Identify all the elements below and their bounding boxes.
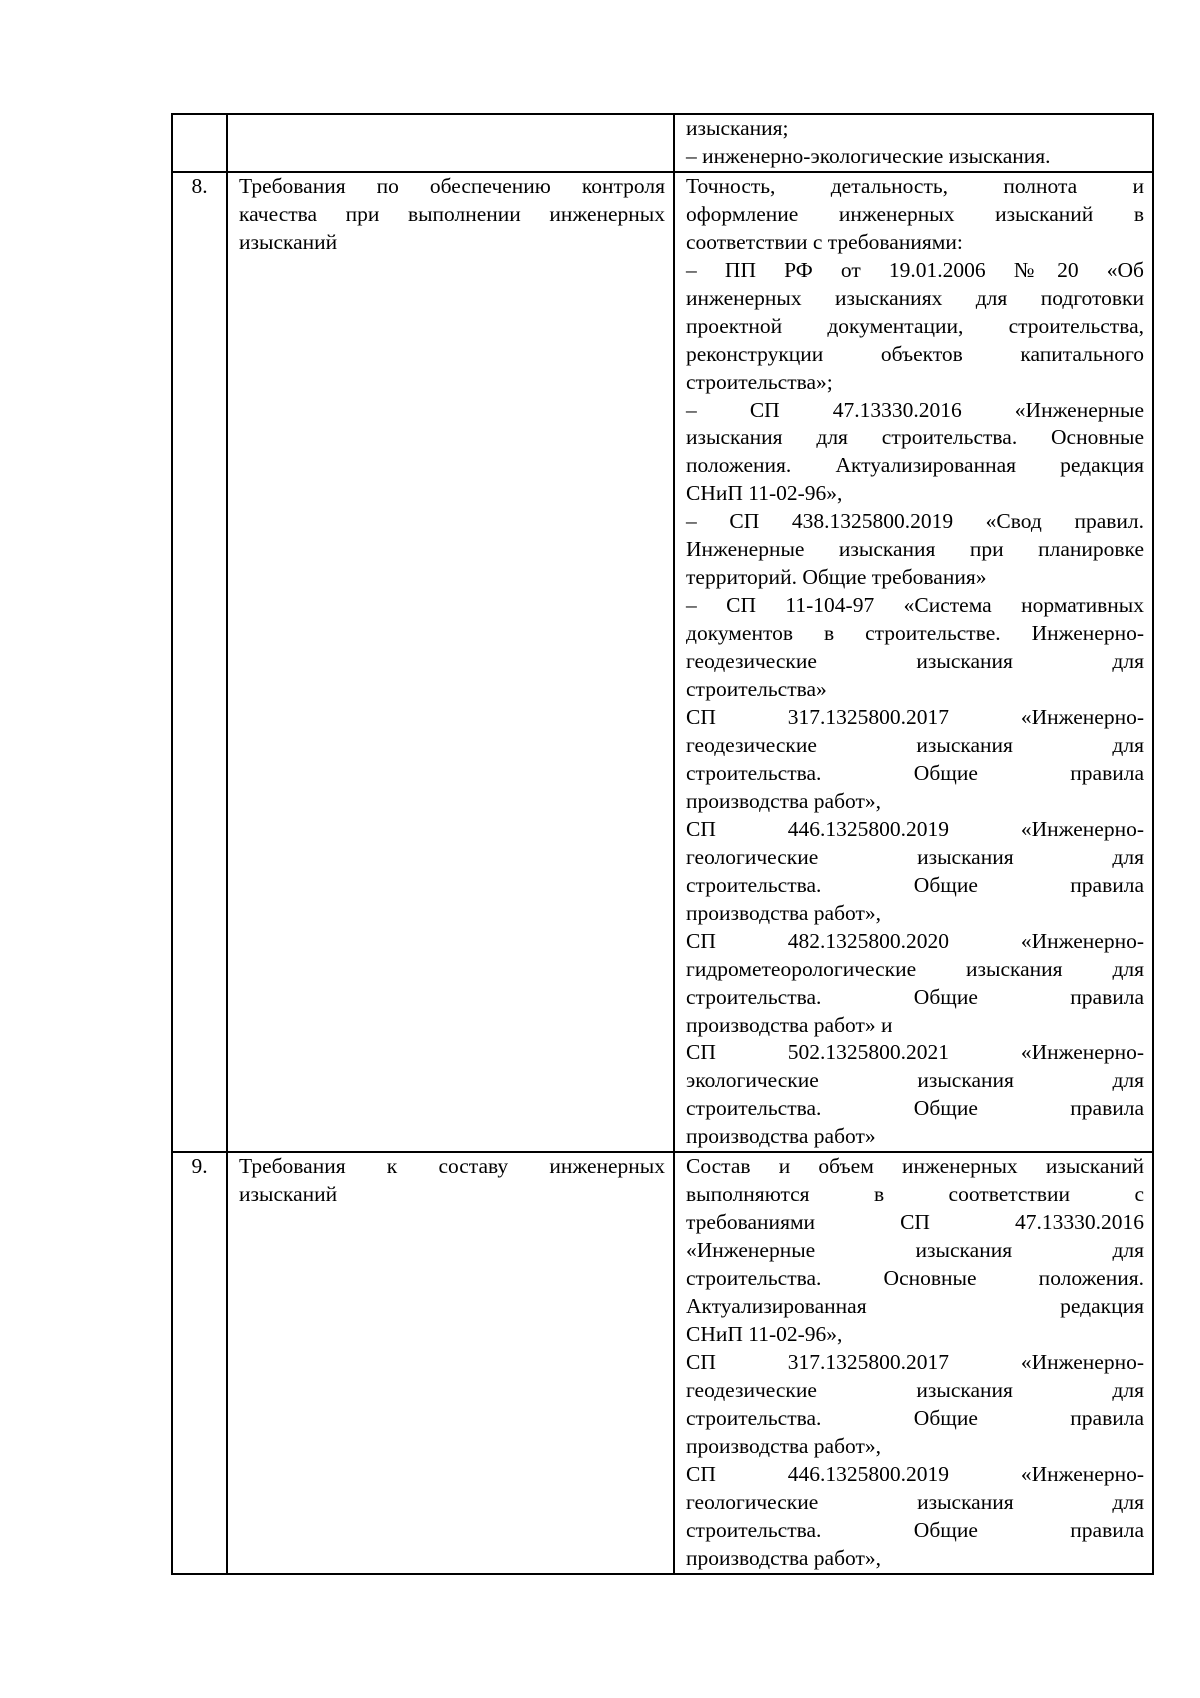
text-line: строительства. Общие правила: [686, 1405, 1144, 1430]
text-line: геологические изыскания для: [686, 844, 1144, 869]
text-line: СП 446.1325800.2019 «Инженерно-: [686, 816, 1144, 841]
text-line: геодезические изыскания для: [686, 1377, 1144, 1402]
text-line: строительства»;: [686, 369, 833, 394]
text-line: производства работ»,: [686, 900, 882, 925]
requirement-cell: [227, 172, 674, 1152]
requirement-cell: [227, 1152, 674, 1573]
text-line: Состав и объем инженерных изысканий: [686, 1154, 1144, 1179]
table-row: [172, 1152, 1153, 1573]
text-line: Точность, детальность, полнота и: [686, 173, 1144, 198]
text-line: требованиями СП 47.13330.2016: [686, 1210, 1144, 1235]
text-line: территорий. Общие требования»: [686, 565, 987, 590]
text-line: реконструкции объектов капитального: [686, 341, 1144, 366]
text-line: производства работ»: [686, 1124, 876, 1149]
text-line: производства работ»,: [686, 788, 882, 813]
text-line: Требования к составу инженерных: [239, 1154, 665, 1179]
row-number: 8.: [172, 172, 227, 1152]
text-line: оформление инженерных изысканий в: [686, 201, 1144, 226]
requirement-cell: [227, 114, 674, 172]
row-number: 9.: [172, 1152, 227, 1573]
text-line: – ПП РФ от 19.01.2006 №20 «Об: [686, 257, 1144, 282]
value-cell: [674, 114, 1153, 172]
text-line: экологические изыскания для: [686, 1068, 1144, 1093]
text-line: производства работ» и: [686, 1012, 893, 1037]
text-line: производства работ»,: [686, 1433, 882, 1458]
text-line: СНиП 11-02-96»,: [686, 1321, 843, 1346]
text-line: строительства. Общие правила: [686, 760, 1144, 785]
table-row: [172, 114, 1153, 172]
text-line: качества при выполнении инженерных: [239, 201, 665, 226]
table-row: [172, 172, 1153, 1152]
text-line: СНиП 11-02-96»,: [686, 481, 843, 506]
text-line: строительства. Общие правила: [686, 1517, 1144, 1542]
text-line: СП 502.1325800.2021 «Инженерно-: [686, 1040, 1144, 1065]
row-number: [172, 114, 227, 172]
text-line: СП 317.1325800.2017 «Инженерно-: [686, 1349, 1144, 1374]
text-line: инженерных изысканиях для подготовки: [686, 285, 1144, 310]
text-line: гидрометеорологические изыскания для: [686, 956, 1144, 981]
text-line: строительства. Общие правила: [686, 984, 1144, 1009]
text-line: Инженерные изыскания при планировке: [686, 537, 1144, 562]
text-line: – СП 438.1325800.2019 «Свод правил.: [686, 509, 1144, 534]
text-line: – СП 47.13330.2016 «Инженерные: [686, 397, 1144, 422]
text-line: геологические изыскания для: [686, 1489, 1144, 1514]
text-line: производства работ»,: [686, 1545, 882, 1570]
text-line: изысканий: [239, 1182, 338, 1207]
text-line: изысканий: [239, 229, 338, 254]
text-line: положения. Актуализированная редакция: [686, 453, 1144, 478]
text-line: строительства»: [686, 677, 827, 702]
text-line: – СП 11-104-97 «Система нормативных: [686, 593, 1144, 618]
text-line: соответствии с требованиями:: [686, 229, 963, 254]
text-line: строительства. Основные положения.: [686, 1266, 1144, 1291]
text-line: – инженерно-экологические изыскания.: [686, 143, 1051, 168]
text-line: геодезические изыскания для: [686, 732, 1144, 757]
text-line: строительства. Общие правила: [686, 872, 1144, 897]
requirements-table: [171, 113, 1154, 1575]
text-line: СП 482.1325800.2020 «Инженерно-: [686, 928, 1144, 953]
text-line: геодезические изыскания для: [686, 649, 1144, 674]
text-line: СП 446.1325800.2019 «Инженерно-: [686, 1461, 1144, 1486]
text-line: «Инженерные изыскания для: [686, 1238, 1144, 1263]
text-line: проектной документации, строительства,: [686, 313, 1144, 338]
text-line: строительства. Общие правила: [686, 1096, 1144, 1121]
text-line: Актуализированная редакция: [686, 1294, 1144, 1319]
text-line: изыскания;: [686, 116, 789, 140]
value-cell: [674, 172, 1153, 1152]
value-cell: [674, 1152, 1153, 1573]
text-line: Требования по обеспечению контроля: [239, 173, 665, 198]
text-line: изыскания для строительства. Основные: [686, 425, 1144, 450]
text-line: СП 317.1325800.2017 «Инженерно-: [686, 705, 1144, 730]
text-line: документов в строительстве. Инженерно-: [686, 621, 1144, 646]
text-line: выполняются в соответствии с: [686, 1182, 1144, 1207]
